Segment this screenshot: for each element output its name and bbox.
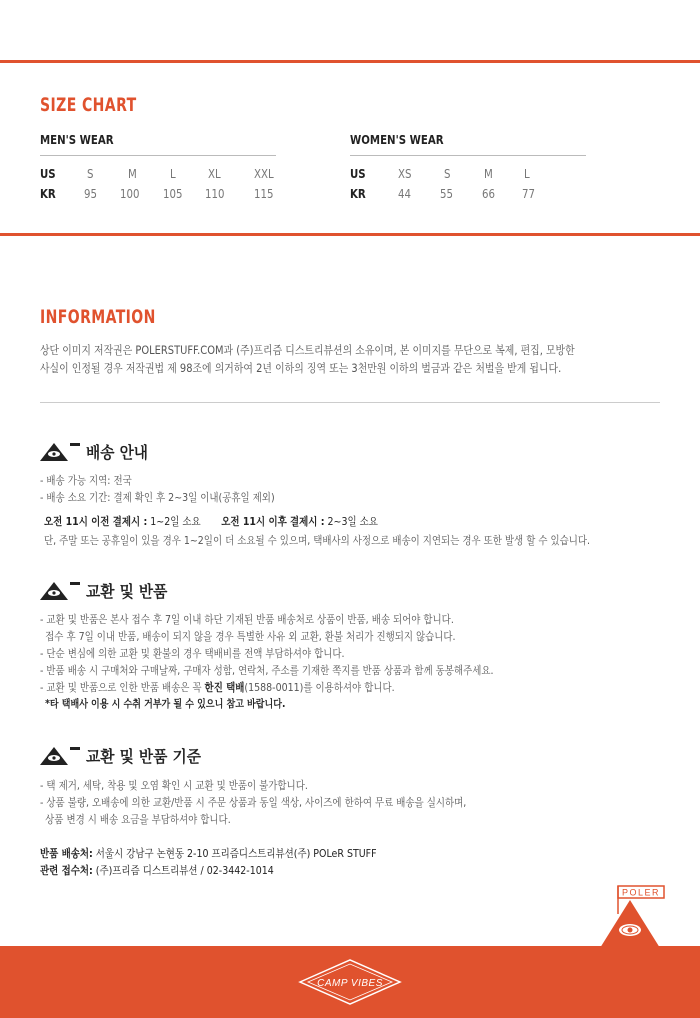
shipping-title: 배송 안내 bbox=[86, 442, 149, 462]
shipping-line: - 배송 소요 기간: 결제 확인 후 2~3일 이내(공휴일 제외) bbox=[40, 491, 275, 504]
shipping-line: 단, 주말 또는 공휴일이 있을 경우 1~2일이 더 소요될 수 있으며, 택배사의 사정으로 배송이 지연되는 경우 또한 발생 할 수 있습니다. bbox=[44, 534, 591, 547]
us-label: US bbox=[40, 167, 56, 181]
exchange-line: - 교환 및 반품으로 인한 반품 배송은 꼭 한진 택배(1588-0011)를 이용하셔야 합니다. bbox=[40, 681, 395, 694]
criteria-line: - 상품 불량, 오배송에 의한 교환/반품 시 주문 상품과 동일 색상, 사이즈에 한하여 무료 배송을 실시하며, bbox=[40, 796, 467, 809]
exchange-note: *타 택배사 이용 시 수취 거부가 될 수 있으니 참고 바랍니다. bbox=[45, 698, 286, 710]
exchange-details bbox=[40, 611, 567, 713]
shipping-details bbox=[40, 472, 313, 506]
mens-wear-title: MEN'S WEAR bbox=[40, 133, 114, 147]
copyright-line: 상단 이미지 저작권은 POLERSTUFF.COM과 (주)프리즘 디스트리뷰션의 소유이며, 본 이미지를 무단으로 복제, 편집, 모방한 bbox=[40, 343, 575, 357]
size-cell: XL bbox=[208, 167, 221, 181]
courier-name: 한진 택배 bbox=[204, 681, 245, 694]
return-address-label: 반품 배송처: bbox=[40, 847, 93, 860]
size-cell: S bbox=[87, 167, 94, 181]
exchange-line: - 교환 및 반품은 본사 접수 후 7일 이내 하단 기재된 반품 배송처로 상품이 반품, 배송 되어야 합니다. bbox=[40, 613, 454, 626]
poler-logo-text: POLER bbox=[621, 887, 661, 898]
contact-value: (주)프리즘 디스트리뷰션 / 02-3442-1014 bbox=[92, 864, 274, 877]
size-cell: 110 bbox=[205, 187, 225, 201]
poler-mountain-icon bbox=[40, 745, 80, 765]
shipping-times bbox=[44, 513, 432, 530]
kr-label: KR bbox=[40, 187, 56, 201]
size-cell: 115 bbox=[254, 187, 274, 201]
camp-vibes-badge bbox=[298, 958, 402, 1006]
copyright-notice bbox=[40, 341, 670, 377]
size-cell: M bbox=[128, 167, 137, 181]
camp-vibes-text: CAMP VIBES bbox=[317, 978, 383, 989]
footer-bar bbox=[0, 946, 700, 1018]
size-cell: 44 bbox=[398, 187, 411, 201]
before-11-value: 1~2일 소요 bbox=[147, 515, 201, 528]
womens-wear-title: WOMEN'S WEAR bbox=[350, 133, 444, 147]
size-cell: 66 bbox=[482, 187, 495, 201]
criteria-heading bbox=[40, 742, 211, 768]
size-cell: 100 bbox=[120, 187, 140, 201]
exchange-title: 교환 및 반품 bbox=[86, 581, 168, 601]
poler-mountain-icon bbox=[40, 441, 80, 461]
size-cell: 105 bbox=[163, 187, 183, 201]
shipping-line: - 배송 가능 지역: 전국 bbox=[40, 474, 132, 487]
size-cell: M bbox=[484, 167, 493, 181]
size-cell: 77 bbox=[522, 187, 535, 201]
before-11-label: 오전 11시 이전 결제시 : bbox=[44, 515, 148, 528]
us-label: US bbox=[350, 167, 366, 181]
after-11-value: 2~3일 소요 bbox=[324, 515, 378, 528]
shipping-note bbox=[44, 532, 679, 549]
exchange-line: 접수 후 7일 이내 반품, 배송이 되지 않을 경우 특별한 사유 외 교환, 환불 처리가 진행되지 않습니다. bbox=[45, 630, 456, 643]
size-cell: S bbox=[444, 167, 451, 181]
size-cell: XXL bbox=[254, 167, 274, 181]
size-cell: 95 bbox=[84, 187, 97, 201]
poler-mountain-icon bbox=[40, 580, 80, 600]
exchange-heading bbox=[40, 577, 174, 603]
size-chart-title: SIZE CHART bbox=[40, 94, 137, 116]
poler-logo bbox=[600, 884, 666, 948]
copyright-line: 사실이 인정될 경우 저작권법 제 98조에 의거하여 2년 이하의 징역 또는 3천만원 이하의 벌금과 같은 처벌을 받게 됩니다. bbox=[40, 361, 562, 375]
size-cell: L bbox=[524, 167, 530, 181]
return-contact bbox=[40, 845, 431, 879]
criteria-line: 상품 변경 시 배송 요금을 부담하셔야 합니다. bbox=[45, 813, 231, 826]
womens-divider bbox=[350, 155, 586, 156]
return-address-value: 서울시 강남구 논현동 2-10 프리즘디스트리뷰션(주) POLeR STUFF bbox=[92, 847, 377, 860]
exchange-line: - 반품 배송 시 구매처와 구매날짜, 구매자 성함, 연락처, 주소를 기재한 쪽지를 반품 상품과 함께 동봉해주세요. bbox=[40, 664, 494, 677]
shipping-heading bbox=[40, 438, 153, 464]
size-cell: 55 bbox=[440, 187, 453, 201]
criteria-line: - 택 제거, 세탁, 착용 및 오염 확인 시 교환 및 반품이 불가합니다. bbox=[40, 779, 308, 792]
size-chart-bottom-divider bbox=[0, 233, 700, 236]
exchange-line: - 단순 변심에 의한 교환 및 환불의 경우 택배비를 전액 부담하셔야 합니다. bbox=[40, 647, 345, 660]
size-cell: XS bbox=[398, 167, 412, 181]
contact-label: 관련 접수처: bbox=[40, 864, 93, 877]
information-divider bbox=[40, 402, 660, 403]
top-divider bbox=[0, 60, 700, 63]
criteria-details bbox=[40, 777, 536, 828]
information-title: INFORMATION bbox=[40, 306, 156, 328]
size-cell: L bbox=[170, 167, 176, 181]
after-11-label: 오전 11시 이후 결제시 : bbox=[221, 515, 325, 528]
kr-label: KR bbox=[350, 187, 366, 201]
mens-divider bbox=[40, 155, 276, 156]
criteria-title: 교환 및 반품 기준 bbox=[86, 746, 201, 766]
